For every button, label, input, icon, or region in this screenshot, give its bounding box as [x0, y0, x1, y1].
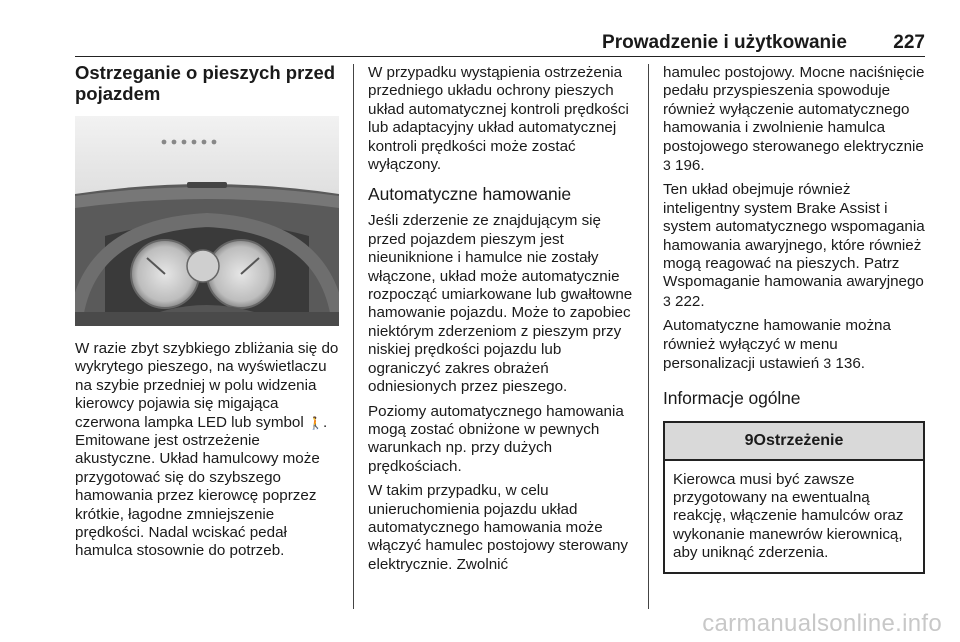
column-2	[368, 64, 634, 580]
paragraph-cruise-control: W przypadku wystąpienia ostrzeżenia przedniego układu ochrony pieszych układ automatycznej kontroli prędkości lub adaptacyjny układ automatycznej kontroli prędkości może zostać wyłączony.	[368, 64, 629, 174]
paragraph-pedestrian-warning: W razie zbyt szybkiego zbliżania się do wykrytego pieszego, na wyświetlaczu na szybie przedniej w polu widzenia kierowcy pojawia się migająca czerwona lampka LED lub symbol 🚶. Emitowane jest ostrzeżenie akustyczne. Układ hamulcowy może przygotować się do szybszego hamowania przez kierowcę poprzez krótkie, łagodne zmniejszenie prędkości. Nadal wciskać pedał hamulca stosownie do potrzeb.	[75, 340, 339, 560]
pedestrian-icon: 🚶	[307, 415, 323, 430]
column-divider	[353, 64, 354, 609]
paragraph-parking-brake: W takim przypadku, w celu unieruchomienia pojazdu układ automatycznego hamowania może włączyć hamulec postojowy sterowany elektrycznie. Zwolnić	[368, 482, 628, 573]
section-heading-pedestrian-warning: Ostrzeganie o pieszych przed pojazdem	[75, 62, 336, 104]
warning-triangle-icon: 9	[744, 431, 754, 449]
dashboard-image	[75, 116, 339, 326]
paragraph-brake-assist: Ten układ obejmuje również inteligentny system Brake Assist i system automatycznego wspomagania hamowania awaryjnego, które również mogą reagować na pieszych. Patrz Wspomaganie hamowania awaryjnego 3 222.	[663, 181, 925, 310]
warning-box	[663, 421, 925, 574]
page-reference-icon: 3	[823, 355, 832, 372]
page-number: 227	[893, 32, 925, 53]
section-heading-general-info: Informacje ogólne	[663, 387, 801, 408]
page-reference-icon: 3	[663, 292, 671, 309]
running-title: Prowadzenie i użytkowanie	[602, 32, 847, 53]
warning-text: Kierowca musi być zawsze przygotowany na ewentualną reakcję, włączenie hamulców oraz wykonanie manewrów kierownicą, aby uniknąć zderzenia.	[673, 470, 904, 562]
column-1	[75, 62, 343, 567]
watermark: carmanualsonline.info	[702, 610, 942, 637]
warning-header	[665, 423, 923, 461]
paragraph-release-brake: hamulec postojowy. Mocne naciśnięcie pedału przyspieszenia spowoduje również wyłączenie automatycznego hamowania i zwolnienie hamulca postojowego sterowanego elektrycznie 3 196.	[663, 64, 925, 175]
paragraph-braking-levels: Poziomy automatycznego hamowania mogą zostać obniżone w pewnych warunkach np. przy dużych prędkościach.	[368, 402, 624, 475]
page-header	[75, 32, 925, 54]
header-rule	[75, 56, 925, 57]
warning-title: Ostrzeżenie	[753, 431, 844, 449]
page-reference-icon: 3	[663, 157, 671, 174]
column-3	[663, 64, 925, 574]
column-divider	[648, 64, 649, 609]
section-heading-auto-braking: Automatyczne hamowanie	[368, 184, 572, 205]
paragraph-disable-menu: Automatyczne hamowanie można również wyłączyć w menu personalizacji ustawień 3 136.	[663, 317, 891, 373]
paragraph-auto-braking: Jeśli zderzenie ze znajdującym się przed pojazdem pieszym jest nieuniknione i hamulce nie zostały włączone, układ może automatycznie rozpocząć umiarkowane lub gwałtowne hamowanie pojazdu. Może to zapobiec niektórym zderzeniom z pieszym przy niskiej prędkości pojazdu lub ograniczyć zakres obrażeń odniesionych przez pieszego.	[368, 212, 633, 396]
hud-dashboard-illustration	[75, 116, 339, 326]
